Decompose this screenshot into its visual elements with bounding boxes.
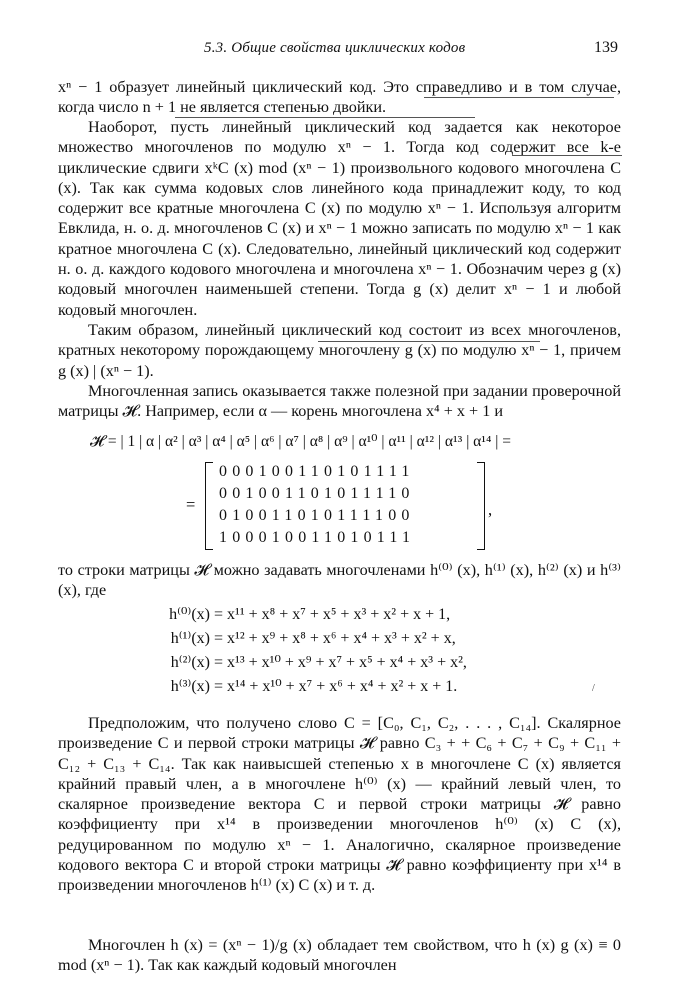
equation-h0 (140, 604, 450, 624)
matrix-comma: , (488, 500, 493, 519)
paragraph-4: Многочленная запись оказывается также полезной при задании проверочной матрицы 𝓗. Например, если α — корень многочлена x⁴ + x + 1 и (58, 382, 621, 421)
page-number: 139 (594, 39, 618, 56)
matrix-row-4: 100010011010111 (219, 529, 416, 546)
matrix-right-bracket (477, 462, 485, 550)
matrix-row-3: 010011010111100 (219, 507, 415, 524)
pencil-tick-mark: / (592, 683, 595, 694)
running-title: 5.3. Общие свойства циклических кодов (204, 40, 466, 56)
pencil-underline-1 (424, 97, 614, 98)
equation-h3-rhs: = x¹⁴ + x¹⁰ + x⁷ + x⁶ + x⁴ + x² + x + 1. (214, 678, 458, 695)
matrix-equals: = (186, 495, 196, 514)
paragraph-1: xⁿ − 1 образует линейный циклический код. Это справедливо и в том случае, когда число n + 1 не является степенью двойки. (58, 78, 621, 117)
matrix-row-1: 000100110101111 (219, 463, 415, 480)
parity-check-matrix (205, 462, 485, 550)
equation-h1-rhs: = x¹² + x⁹ + x⁸ + x⁶ + x⁴ + x³ + x² + x, (214, 630, 456, 647)
paragraph-5: то строки матрицы 𝓗 можно задавать многочленами h⁽⁰⁾ (x), h⁽¹⁾ (x), h⁽²⁾ (x) и h⁽³⁾ (x), где (58, 561, 621, 600)
pencil-underline-3 (512, 155, 622, 156)
equation-h2-lhs: h⁽²⁾(x) (170, 654, 210, 671)
equation-h3 (140, 676, 457, 696)
page-header (0, 40, 678, 62)
equation-h1-lhs: h⁽¹⁾(x) (170, 630, 210, 647)
equation-h1 (140, 628, 456, 648)
equation-h2 (140, 652, 467, 672)
paragraph-3: Таким образом, линейный циклический код состоит из всех многочленов, кратных некоторому порождающему многочлену g (x) по модулю xⁿ − 1, причем g (x) | (xⁿ − 1). (58, 321, 621, 380)
pencil-underline-2 (175, 117, 475, 118)
pencil-underline-4 (318, 341, 540, 342)
parity-check-row: 𝓗 = | 1 | α | α² | α³ | α⁴ | α⁵ | α⁶ | α⁷ | α⁸ | α⁹ | α¹⁰ | α¹¹ | α¹² | α¹³ | α¹⁴ | = (90, 433, 511, 450)
matrix-left-bracket (205, 462, 213, 550)
equation-h3-lhs: h⁽³⁾(x) (170, 678, 210, 695)
equation-h0-rhs: = x¹¹ + x⁸ + x⁷ + x⁵ + x³ + x² + x + 1, (214, 606, 451, 623)
equation-h0-lhs: h⁽⁰⁾(x) (169, 606, 210, 623)
paragraph-7: Многочлен h (x) = (xⁿ − 1)/g (x) обладает тем свойством, что h (x) g (x) ≡ 0 mod (xⁿ − 1). Так как каждый кодовый многочлен (58, 936, 621, 975)
equation-h2-rhs: = x¹³ + x¹⁰ + x⁹ + x⁷ + x⁵ + x⁴ + x³ + x², (214, 654, 467, 671)
paragraph-6: Предположим, что получено слово C = [C₀, C₁, C₂, . . . , C₁₄]. Скалярное произведение C и первой строки матрицы 𝓗 равно C₃ + + C₆ + C₇ + C₉ + C₁₁ + C₁₂ + C₁₃ + C₁₄. Так как наивысшей степенью x в многочлене C (x) является крайний правый член, а в многочлене h⁽⁰⁾ (x) — крайний левый член, то скалярное произведение вектора C и первой строки матрицы 𝓗 равно коэффициенту при x¹⁴ в произведении многочленов h⁽⁰⁾ (x) C (x), редуцированном по модулю xⁿ − 1. Аналогично, скалярное произведение кодового вектора C и второй строки матрицы 𝓗 равно коэффициенту при x¹⁴ в произведении многочленов h⁽¹⁾ (x) C (x) и т. д. (58, 714, 621, 895)
matrix-row-2: 001001101011110 (219, 485, 415, 502)
paragraph-2: Наоборот, пусть линейный циклический код задается как некоторое множество многочленов по модулю xⁿ − 1. Тогда код содержит все k-е циклические сдвиги xᵏC (x) mod (xⁿ − 1) произвольного кодового многочлена C (x). Так как сумма кодовых слов линейного кода принадлежит коду, то код содержит все кратные многочлена C (x) по модулю xⁿ − 1. Используя алгоритм Евклида, н. о. д. многочленов C (x) и xⁿ − 1 можно записать по модулю xⁿ − 1 как кратное многочлена C (x). Следовательно, линейный циклический код содержит н. о. д. каждого кодового многочлена и многочлена xⁿ − 1. Обозначим через g (x) кодовый многочлен наименьшей степени. Тогда g (x) делит xⁿ − 1 и любой кодовый многочлен. (58, 118, 621, 319)
